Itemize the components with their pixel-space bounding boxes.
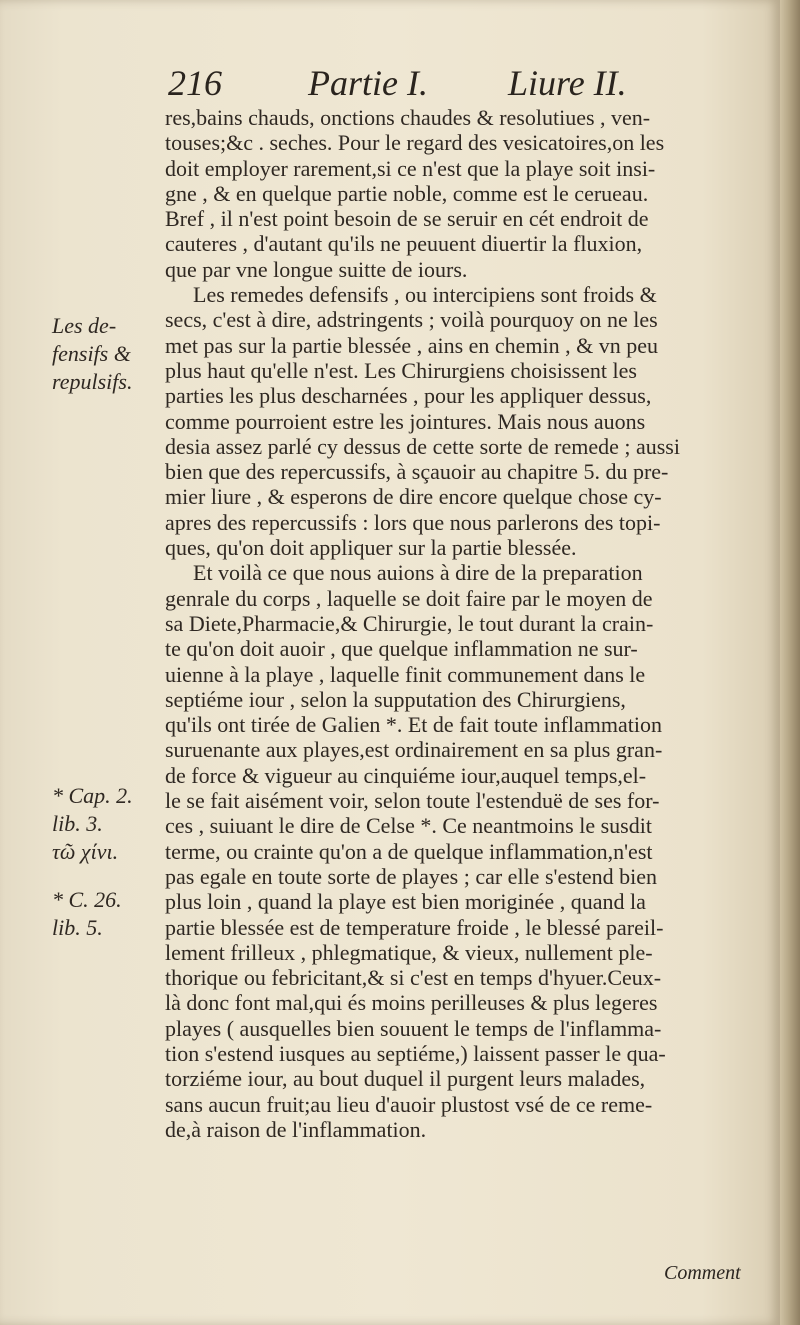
page-number: 216: [168, 63, 222, 103]
text-line: res,bains chauds, onctions chaudes & resolutiues , ven-: [165, 105, 651, 130]
margin-line: lib. 3.: [52, 811, 103, 836]
margin-line: Les de-: [52, 313, 117, 338]
text-line: là donc font mal,qui és moins perilleuses & plus legeres: [165, 990, 658, 1016]
text-line: de,à raison de l'inflammation.: [165, 1116, 427, 1142]
text-line: mier liure , & esperons de dire encore quelque chose cy-: [165, 484, 662, 510]
text-line: que par vne longue suitte de iours.: [165, 256, 468, 282]
text-line: Les remedes defensifs , ou intercipiens sont froids &: [193, 282, 657, 308]
text-line: uienne à la playe , laquelle finit communement dans le: [165, 661, 646, 687]
text-line: le se fait aisément voir, selon toute l'estenduë de ses for-: [165, 788, 660, 814]
text-line: pas egale en toute sorte de playes ; car elle s'estend bien: [165, 863, 658, 889]
catchword: Comment: [664, 1262, 741, 1284]
text-line: bien que des repercussifs, à sçauoir au chapitre 5. du pre-: [165, 459, 669, 485]
text-line: plus loin , quand la playe est bien moriginée , quand la: [165, 889, 646, 915]
margin-line: fensifs &: [52, 341, 131, 366]
text-line: torziéme iour, au bout duquel il purgent leurs malades,: [165, 1066, 646, 1092]
text-line: suruenante aux playes,est ordinairement en sa plus gran-: [165, 737, 663, 763]
text-line: doit employer rarement,si ce n'est que la playe soit insi-: [165, 155, 656, 181]
text-line: Bref , il n'est point besoin de se seruir en cét endroit de: [165, 206, 649, 232]
text-line: qu'ils ont tirée de Galien *. Et de fait toute inflammation: [165, 712, 662, 738]
margin-note-celse: [52, 886, 162, 942]
text-line: gne , & en quelque partie noble, comme est le cerueau.: [165, 180, 649, 206]
text-line: sans aucun fruit;au lieu d'auoir plustost vsé de ce reme-: [165, 1091, 653, 1117]
margin-note-galien: [52, 782, 162, 866]
margin-line: τῶ χίνι.: [52, 839, 119, 864]
text-line: genrale du corps , laquelle se doit faire par le moyen de: [165, 585, 653, 611]
text-line: thorique ou febricitant,& si c'est en temps d'hyuer.Ceux-: [165, 965, 662, 991]
text-line: terme, ou crainte qu'on a de quelque inflammation,n'est: [165, 838, 653, 864]
text-line: met pas sur la partie blessée , ains en chemin , & vn peu: [165, 332, 659, 358]
header-book: Liure II.: [508, 63, 627, 103]
text-line: septiéme iour , selon la supputation des Chirurgiens,: [165, 686, 626, 712]
margin-line: * C. 26.: [52, 887, 122, 912]
margin-line: * Cap. 2.: [52, 783, 133, 808]
margin-line: repulsifs.: [52, 369, 133, 394]
text-line: Et voilà ce que nous auions à dire de la preparation: [193, 560, 643, 586]
body-text: [165, 105, 765, 1142]
text-line: ques, qu'on doit appliquer sur la partie blessée.: [165, 535, 577, 561]
text-line: partie blessée est de temperature froide , le blessé pareil-: [165, 914, 664, 940]
text-line: lement frilleux , phlegmatique, & vieux, nullement ple-: [165, 939, 653, 965]
text-line: playes ( ausquelles bien souuent le temps de l'inflamma-: [165, 1015, 662, 1041]
running-header: [168, 62, 768, 106]
margin-note-defensifs: [52, 312, 162, 396]
text-line: apres des repercussifs : lors que nous parlerons des topi-: [165, 509, 661, 535]
text-line: de force & vigueur au cinquiéme iour,auquel temps,el-: [165, 762, 647, 788]
text-line: touses;&c . seches. Pour le regard des vesicatoires,on les: [165, 130, 665, 156]
header-part: Partie I.: [308, 63, 428, 103]
text-line: parties les plus descharnées , pour les appliquer dessus,: [165, 383, 652, 409]
text-line: desia assez parlé cy dessus de cette sorte de remede ; aussi: [165, 433, 680, 459]
text-line: te qu'on doit auoir , que quelque inflammation ne sur-: [165, 636, 638, 662]
text-line: comme pourroient estre les jointures. Mais nous auons: [165, 408, 646, 434]
margin-line: lib. 5.: [52, 915, 103, 940]
text-line: plus haut qu'elle n'est. Les Chirurgiens choisissent les: [165, 357, 637, 383]
text-line: sa Diete,Pharmacie,& Chirurgie, le tout durant la crain-: [165, 610, 654, 636]
text-line: cauteres , d'autant qu'ils ne peuuent diuertir la fluxion,: [165, 231, 643, 257]
text-line: ces , suiuant le dire de Celse *. Ce neantmoins le susdit: [165, 813, 652, 839]
text-line: tion s'estend iusques au septiéme,) laissent passer le qua-: [165, 1040, 666, 1066]
text-line: secs, c'est à dire, adstringents ; voilà pourquoy on ne les: [165, 307, 658, 333]
page-gutter: [780, 0, 800, 1325]
